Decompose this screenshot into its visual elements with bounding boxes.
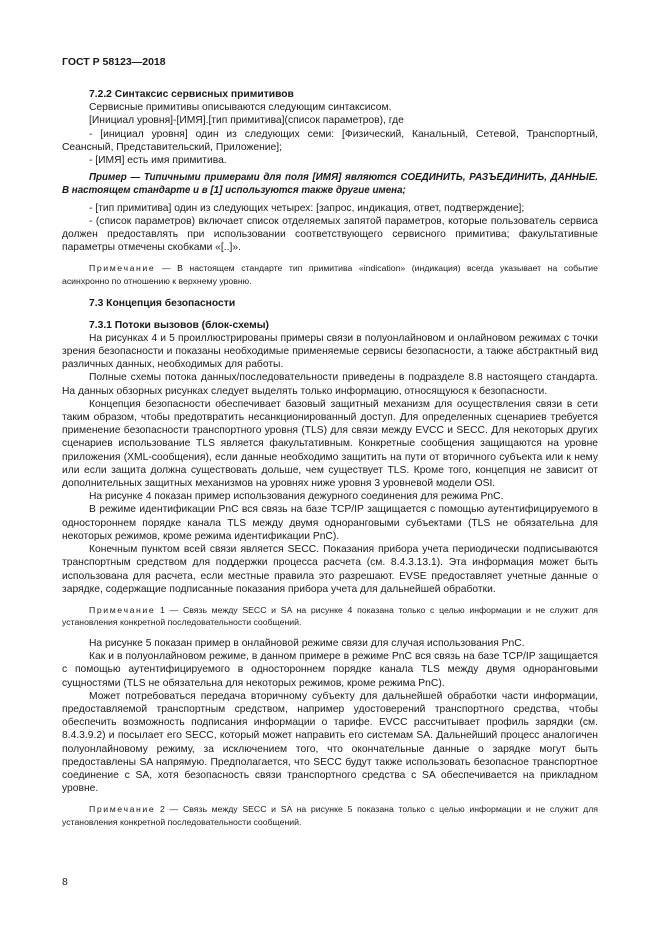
example-paragraph: Пример — Типичными примерами для поля [ИМЯ] являются СОЕДИНИТЬ, РАЗЪЕДИНИТЬ, ДАННЫЕ. В настоящем стандарте и в [1] используются также другие имена; <box>62 172 598 197</box>
list-item: - [инициал уровня] один из следующих семи: [Физический, Канальный, Сетевой, Транспортный, Сеансный, Представительский, Приложение]; <box>62 128 598 153</box>
note-label: Примечание <box>89 263 156 274</box>
note-text: 1 — Связь между SECC и SA на рисунке 4 показана только с целью информации и не служит для установления конкретной последовательности сообщений. <box>62 604 598 628</box>
paragraph: [Инициал уровня]-[ИМЯ].[тип примитива](список параметров), где <box>89 115 404 127</box>
paragraph: Сервисные примитивы описываются следующим синтаксисом. <box>89 102 392 114</box>
paragraph: На рисунке 5 показан пример в онлайновой режиме связи для случая использования PnC. <box>89 637 525 649</box>
note-text: 2 — Связь между SECC и SA на рисунке 5 показана только с целью информации и не служит для установления конкретной последовательности сообщений. <box>62 804 598 827</box>
note-text: — В настоящем стандарте тип примитива «indication» (индикация) всегда указывает на событие асинхронно по отношению к верхнему уровню. <box>62 263 598 286</box>
document-header: ГОСТ Р 58123—2018 <box>62 56 166 68</box>
note-1 <box>62 604 598 629</box>
note <box>62 262 598 287</box>
paragraph: На рисунке 4 показан пример использования дежурного соединения для режима PnC. <box>89 491 504 503</box>
note-label: Примечание <box>89 804 156 815</box>
page-number: 8 <box>62 876 68 888</box>
note-label: Примечание <box>89 604 156 615</box>
paragraph: Полные схемы потока данных/последовательности приведены в подразделе 8.8 настоящего стандарта. На данных обзорных рисунках следует выделять только информацию, относящуюся к безопасности. <box>62 372 598 397</box>
paragraph: Концепция безопасности обеспечивает базовый защитный механизм для осуществления связи в сети таким образом, чтобы предотвратить несанкционированный доступ. Для определенных сценариев требуется применение безопасности транспортного уровня (TLS) для связи между EVCC и SECC. Для некоторых других сценариев использование TLS является факультативным. Конкретные сообщения защищаются на уровне приложения (XML-сообщения), если данные необходимо защитить на пути от вторичного субъекта или к нему или если защита должна существовать дольше, чем существует TLS. Кроме того, концепция не зависит от дополнительных защитных механизмов на уровнях ниже уровня 3 уровневой модели OSI. <box>62 398 598 490</box>
paragraph: Как и в полуонлайновом режиме, в данном примере в режиме PnC вся связь на базе TCP/IP защищается с помощью аутентифицируемого в одностороннем порядке канала TLS между двумя одноранговыми сущностями (TLS не обязательна для некоторых режимов, кроме режима PnC). <box>62 651 598 689</box>
section-heading-7-2-2: 7.2.2 Синтаксис сервисных примитивов <box>89 89 294 100</box>
paragraph: Может потребоваться передача вторичному субъекту для дальнейшей обработки части информации, предоставляемой транспортным средством, например удостоверений транспортного средства, чтобы обеспечить возможность подписания информации о тарифе. EVCC рассчитывает профиль зарядки (см. 8.4.3.9.2) и посылает его SECC, который может направить его системам SA. Дальнейший процесс аналогичен полуонлайновому режиму, за исключением того, что окончательные данные о зарядке могут быть предоставлены SA напрямую. Предполагается, что SECC будут также использовать безопасное транспортное соединение с SA, хотя безопасность связи транспортного средства с SA обеспечивается на прикладном уровне. <box>62 690 598 795</box>
section-heading-7-3-1: 7.3.1 Потоки вызовов (блок-схемы) <box>89 319 269 331</box>
list-item: - (список параметров) включает список отделяемых запятой параметров, которые пользователь сервиса должен предоставлять при использовании соответствующего сервисного примитива; факультативные параметры отмечены скобками «[..]». <box>62 215 598 254</box>
paragraph: В режиме идентификации PnC вся связь на базе TCP/IP защищается с помощью аутентифицируемого в одностороннем порядке канала TLS между двумя одноранговыми субъектами (TLS не обязательна для некоторых режимов, кроме режима идентификации PnC). <box>62 504 598 542</box>
page-content <box>62 88 598 828</box>
list-item: - [ИМЯ] есть имя примитива. <box>89 155 227 167</box>
paragraph: Конечным пунктом всей связи является SECC. Показания прибора учета периодически подписываются транспортным средством для поддержки процесса расчета (см. 8.4.3.13.1). Эта информация может быть использована для расчета, если местные правила это разрешают. EVSE предоставляет учетные данные о зарядке, содержащие подписанные показания прибора учета для дальнейшей обработки. <box>62 544 598 595</box>
note-2 <box>62 803 598 828</box>
paragraph: На рисунках 4 и 5 проиллюстрированы примеры связи в полуонлайновом и онлайновом режимах с точки зрения безопасности и показаны необходимые применяемые сервисы безопасности, а также абстрактный вид различных данных, необходимых для работы. <box>62 332 598 371</box>
list-item: - [тип примитива] один из следующих четырех: [запрос, индикация, ответ, подтверждение]; <box>89 202 525 214</box>
section-heading-7-3: 7.3 Концепция безопасности <box>89 298 236 310</box>
